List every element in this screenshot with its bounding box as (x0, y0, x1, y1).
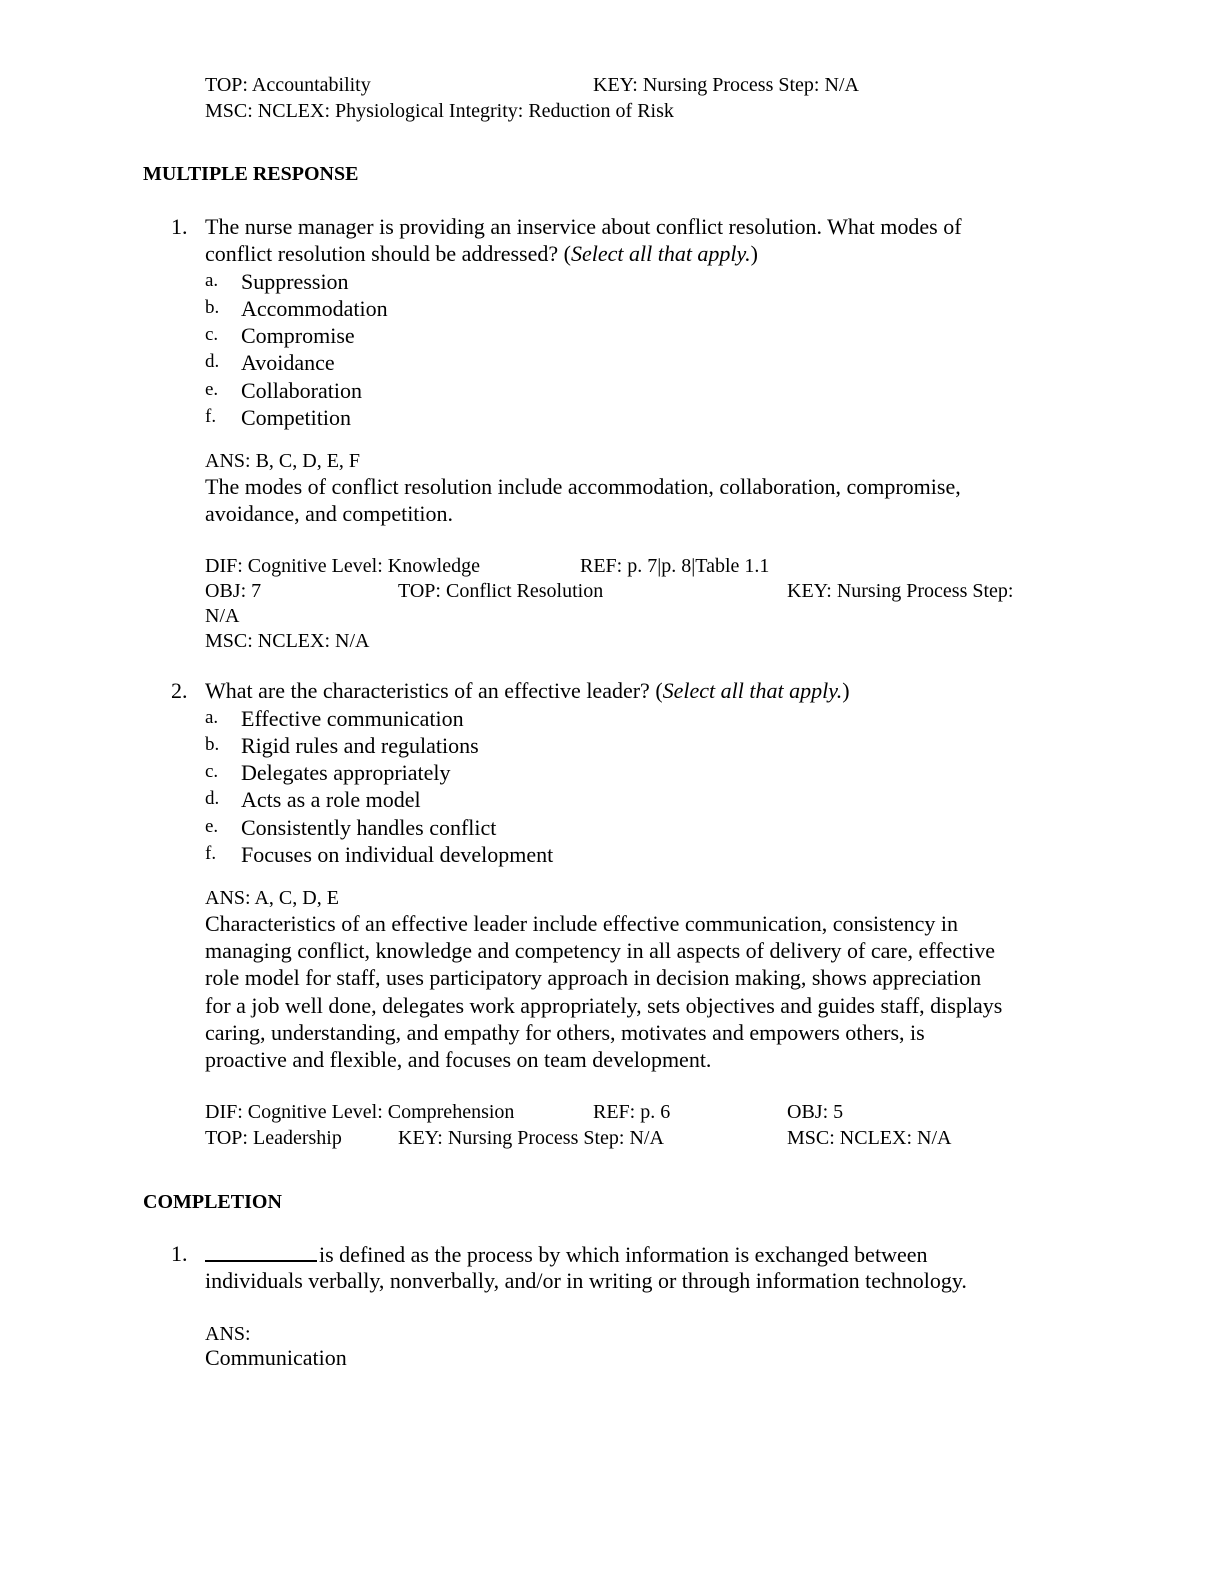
meta-key: KEY: Nursing Process Step: (787, 580, 1014, 602)
answer-value: Communication (205, 1345, 347, 1370)
option-letter: a. (205, 707, 219, 728)
option-text: Acts as a role model (241, 787, 421, 812)
question-text-line (205, 240, 758, 267)
meta-top: TOP: Accountability (205, 74, 371, 96)
question-number: 2. (171, 678, 188, 703)
meta-top: TOP: Conflict Resolution (398, 580, 604, 602)
option-letter: e. (205, 816, 219, 837)
meta-top: TOP: Leadership (205, 1127, 342, 1149)
option-text: Avoidance (241, 350, 335, 375)
meta-key-continued: N/A (205, 605, 240, 627)
meta-msc: MSC: NCLEX: N/A (787, 1127, 952, 1149)
meta-msc: MSC: NCLEX: Physiological Integrity: Reduction of Risk (205, 100, 674, 122)
meta-obj: OBJ: 7 (205, 580, 262, 602)
answer-key: ANS: A, C, D, E (205, 887, 339, 909)
rationale-line: role model for staff, uses participatory approach in decision making, shows appreciation (205, 965, 982, 990)
option-letter: f. (205, 406, 217, 427)
meta-key: KEY: Nursing Process Step: N/A (593, 74, 859, 96)
question-number: 1. (171, 214, 188, 239)
question-text: ) (750, 241, 758, 266)
option-text: Effective communication (241, 706, 464, 731)
question-text: is defined as the process by which information is exchanged between (319, 1242, 928, 1267)
option-letter: e. (205, 379, 219, 400)
rationale-line: proactive and flexible, and focuses on team development. (205, 1047, 712, 1072)
meta-msc: MSC: NCLEX: N/A (205, 630, 370, 652)
option-letter: a. (205, 270, 219, 291)
option-text: Suppression (241, 269, 349, 294)
option-letter: f. (205, 843, 217, 864)
question-text: ) (842, 678, 850, 703)
rationale-line: managing conflict, knowledge and competency in all aspects of delivery of care, effective (205, 938, 996, 963)
option-text: Rigid rules and regulations (241, 733, 479, 758)
meta-dif: DIF: Cognitive Level: Knowledge (205, 555, 480, 577)
meta-ref: REF: p. 7|p. 8|Table 1.1 (580, 555, 770, 577)
question-text-line: The nurse manager is providing an inservice about conflict resolution. What modes of (205, 214, 962, 239)
meta-ref: REF: p. 6 (593, 1101, 671, 1123)
option-text: Compromise (241, 323, 355, 348)
meta-key: KEY: Nursing Process Step: N/A (398, 1127, 664, 1149)
select-all-note: Select all that apply. (662, 678, 843, 703)
rationale-line: The modes of conflict resolution include accommodation, collaboration, compromise, (205, 474, 961, 499)
option-text: Collaboration (241, 378, 362, 403)
option-text: Competition (241, 405, 351, 430)
select-all-note: Select all that apply. (570, 241, 751, 266)
question-text-line (205, 677, 850, 704)
option-text: Delegates appropriately (241, 760, 451, 785)
section-heading-completion: COMPLETION (143, 1191, 282, 1213)
option-letter: c. (205, 761, 219, 782)
question-text: What are the characteristics of an effective leader? ( (205, 678, 663, 703)
question-number: 1. (171, 1241, 188, 1266)
option-text: Accommodation (241, 296, 388, 321)
question-text: conflict resolution should be addressed? ( (205, 241, 571, 266)
fill-in-blank (205, 1240, 317, 1262)
rationale-line: caring, understanding, and empathy for others, motivates and empowers others, is (205, 1020, 925, 1045)
option-letter: d. (205, 788, 220, 809)
meta-dif: DIF: Cognitive Level: Comprehension (205, 1101, 515, 1123)
option-letter: b. (205, 734, 220, 755)
section-heading-multiple-response: MULTIPLE RESPONSE (143, 163, 359, 185)
option-text: Consistently handles conflict (241, 815, 497, 840)
option-letter: c. (205, 324, 219, 345)
option-text: Focuses on individual development (241, 842, 554, 867)
rationale-line: avoidance, and competition. (205, 501, 454, 526)
question-text-line (205, 1240, 927, 1268)
rationale-line: for a job well done, delegates work appropriately, sets objectives and guides staff, displays (205, 993, 1003, 1018)
question-text-line: individuals verbally, nonverbally, and/or in writing or through information technology. (205, 1268, 967, 1293)
answer-key: ANS: B, C, D, E, F (205, 450, 361, 472)
option-letter: d. (205, 351, 220, 372)
answer-label: ANS: (205, 1323, 251, 1345)
rationale-line: Characteristics of an effective leader include effective communication, consistency in (205, 911, 958, 936)
meta-obj: OBJ: 5 (787, 1101, 844, 1123)
option-letter: b. (205, 297, 220, 318)
